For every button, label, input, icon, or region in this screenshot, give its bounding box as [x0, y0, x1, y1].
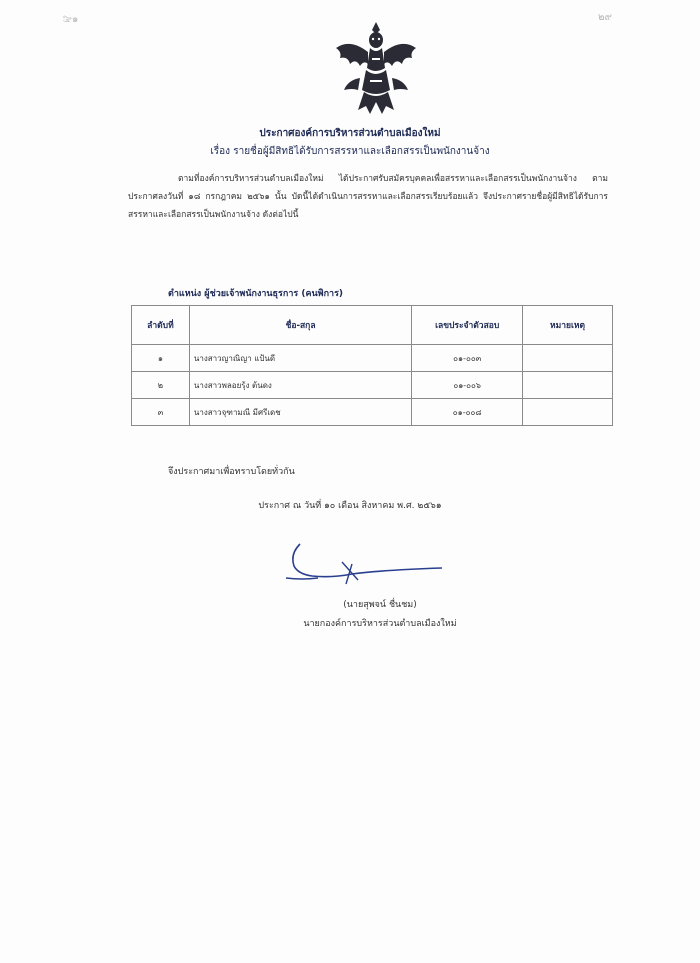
row-remark — [523, 345, 613, 372]
row-no: ๓ — [132, 399, 190, 426]
position-heading: ตำแหน่ง ผู้ช่วยเจ้าพนักงานธุรการ (คนพิการ) — [168, 289, 344, 299]
margin-note-right: ๒๙ — [598, 12, 612, 23]
row-no: ๒ — [132, 372, 190, 399]
table-row — [132, 372, 613, 399]
row-name: นางสาวญาณิญา แป้นดี — [189, 345, 411, 372]
body-paragraph: ตามที่องค์การบริหารส่วนตำบลเมืองใหม่ ได้ประกาศรับสมัครบุคคลเพื่อสรรหาและเลือกสรรเป็นพนักงานจ้าง ตามประกาศลงวันที่ ๑๘ กรกฎาคม ๒๕๖๑ นั้น บัดนี้ได้ดำเนินการสรรหาและเลือกสรรเรียบร้อยแล้ว จึงประกาศรายชื่อผู้มีสิทธิได้รับการสรรหาและเลือกสรรเป็นพนักงานจ้าง ดังต่อไปนี้ — [128, 174, 608, 220]
row-remark — [523, 372, 613, 399]
garuda-emblem-icon — [330, 18, 422, 118]
table-header-row — [132, 306, 613, 345]
header-name: ชื่อ-สกุล — [189, 306, 411, 345]
row-name: นางสาวพลอยรุ้ง ต้นดง — [189, 372, 411, 399]
row-exam-id: ๐๑-๐๐๘ — [412, 399, 523, 426]
candidate-table — [131, 305, 613, 426]
announcement-date: ประกาศ ณ วันที่ ๑๐ เดือน สิงหาคม พ.ศ. ๒๕๖๑ — [258, 501, 442, 511]
row-exam-id: ๐๑-๐๐๓ — [412, 345, 523, 372]
announcement-line: จึงประกาศมาเพื่อทราบโดยทั่วกัน — [168, 467, 295, 477]
row-remark — [523, 399, 613, 426]
header-no: ลำดับที่ — [132, 306, 190, 345]
document-title: ประกาศองค์การบริหารส่วนตำบลเมืองใหม่ — [259, 128, 441, 139]
signer-name: (นายสุพจน์ ชื่นชม) — [343, 600, 417, 610]
signer-title: นายกองค์การบริหารส่วนตำบลเมืองใหม่ — [303, 619, 457, 629]
header-exam-id: เลขประจำตัวสอบ — [412, 306, 523, 345]
row-name: นางสาวจุฑามณี มีศรีเดช — [189, 399, 411, 426]
signature-icon — [282, 540, 452, 588]
table-row — [132, 399, 613, 426]
row-no: ๑ — [132, 345, 190, 372]
document-subject: เรื่อง รายชื่อผู้มีสิทธิได้รับการสรรหาและเลือกสรรเป็นพนักงานจ้าง — [210, 146, 490, 157]
row-exam-id: ๐๑-๐๐๖ — [412, 372, 523, 399]
margin-note-left: ࡢ๑ — [62, 14, 79, 25]
header-remark: หมายเหตุ — [523, 306, 613, 345]
table-row — [132, 345, 613, 372]
